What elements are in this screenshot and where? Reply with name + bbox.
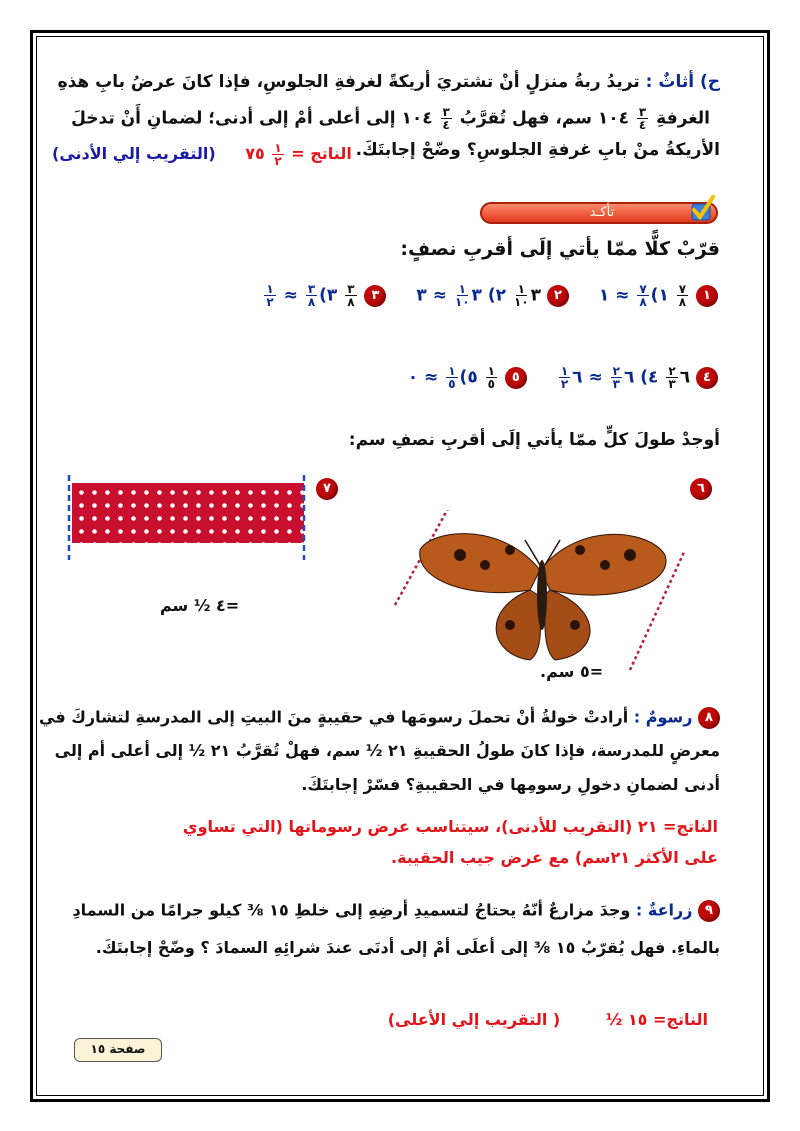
item8-line1: ٨ رسومٌ : أرادتْ خولةُ أنْ تحملَ رسومَها في حقيبةٍ منَ البيتِ إلى المدرسةِ لتشاركَ في: [39, 707, 720, 729]
number-badge: ٤: [696, 367, 718, 389]
whole-number: ١٠٤: [597, 108, 629, 129]
item-h-line3: الأريكةُ منْ بابِ غرفةِ الجلوسِ؟ وضّحْ إجابتَكَ.: [355, 140, 720, 160]
banner-label: تأكـد: [589, 205, 615, 220]
figure-7-number: ٧: [316, 478, 338, 500]
item9-line1: ٩ زراعةٌ : وجدَ مزارعٌ أنّهُ يحتاجُ لتسميدِ أرضِهِ إلى خلطِ ١٥ ⅜ كيلو جرامًا من السمادِ: [72, 900, 720, 922]
item-keyword: أثاثٌ :: [645, 72, 695, 92]
figure-6-number: ٦: [690, 478, 712, 500]
item8-line3: أدنى لضمانِ دخولِ رسومِها في الحقيبةِ؟ فسّرْ إجابتَكَ.: [301, 775, 720, 794]
answer-fraction: $\frac{١}{٢}$: [274, 141, 282, 168]
answer-note: ( التقريب إلي الأعلى): [387, 1010, 561, 1029]
confirm-banner: [480, 202, 718, 224]
item8-line2: معرضٍ للمدرسة، فإذا كانَ طولُ الحقيبةِ ٢١ ½ سم، فهلْ تُقرَّبُ ٢١ ½ إلى أعلى أم إلى: [54, 741, 720, 760]
section2-heading: أوجدْ طولَ كلٍّ ممّا يأتي إلَى أقربِ نصفِ سم:: [348, 430, 720, 450]
answer-label: الناتج =: [291, 144, 352, 163]
item-h-line2c: ١٠٤ إلى أعلى أمْ إلى أدنى؛ لضمانِ أَنْ تدخلَ: [71, 108, 433, 129]
answer-note: (التقريب إلي الأدنى): [52, 144, 216, 163]
item9-keyword: زراعةٌ :: [635, 900, 693, 920]
answer-label: الناتج=: [653, 1010, 708, 1029]
number-badge: ٩: [698, 900, 720, 922]
item-h-line2b: سم، فهل تُقرَّبُ: [459, 108, 592, 129]
number-badge: ٨: [698, 707, 720, 729]
item8-keyword: رسومٌ :: [633, 707, 693, 727]
mixed-fraction: $\frac{٣}{٤}$: [638, 105, 647, 132]
item-h-answer: [52, 142, 352, 167]
item8-answer2: على الأكثر ٢١سم) مع عرض جيب الحقيبة.: [390, 848, 718, 867]
section1-heading: قرّبْ كلًّا ممّا يأتي إلَى أقربِ نصفٍ:: [400, 238, 720, 260]
exercise-row-2: ٤ ٦ $\frac{٢}{٣}$ ٤) ٦ $\frac{٢}{٣}$ ≈ ٦ $\frac{١}{٢}$ ٥ $\frac{١}{٥}$ ٥) $\frac{١}{٥}$ ≈ ٠: [408, 365, 718, 390]
figure-7-answer: =٤ ½ سم: [160, 596, 240, 615]
number-badge: ١: [696, 285, 718, 307]
exercise-row-1: ١ $\frac{٧}{٨}$ ١) $\frac{٧}{٨}$ ≈ ١ ٢ ٣ $\frac{١}{١٠}$ ٢) ٣ $\frac{١}{١٠}$ ≈ ٣ ٣ $\frac{٣}{٨}$ ٣) $\frac{٣}{٨}$ ≈ $\frac{١}{٢}$: [262, 283, 718, 308]
check-icon: [686, 194, 716, 224]
page-number-badge: صفحة ١٥: [74, 1038, 162, 1062]
item-h-line1: تريدُ ربةُ منزلٍ أنْ تشتريَ أريكةً لغرفةِ الجلوسِ، فإذا كانَ عرضُ بابِ هذهِ: [57, 72, 640, 92]
ribbon-measure-lines: [60, 470, 320, 570]
item9-line2: بالماءِ. فهل يُقرّبُ ١٥ ⅜ إلى أعلَى أمْ إلى أدنَى عندَ شرائِهِ السمادَ ؟ وضّحْ إجابتَكَ.: [95, 938, 720, 957]
item-letter: ح): [699, 72, 720, 92]
item8-answer1: الناتج= ٢١ (التقريب للأدنى)، سيتناسب عرض رسوماتها (التي تساوي: [182, 817, 718, 836]
figure-6-answer: =٥ سم.: [540, 662, 604, 681]
item-h-line2a: الغرفةِ: [656, 108, 710, 129]
answer-value: ١٥ ½: [605, 1010, 648, 1029]
answer-value: ٧٥: [245, 144, 265, 163]
fraction: $\frac{٣}{٤}$: [442, 105, 450, 132]
butterfly-image: [390, 510, 700, 670]
item9-answer: [388, 1010, 708, 1029]
number-badge: ٥: [505, 367, 527, 389]
number-badge: ٣: [364, 285, 386, 307]
number-badge: ٢: [547, 285, 569, 307]
